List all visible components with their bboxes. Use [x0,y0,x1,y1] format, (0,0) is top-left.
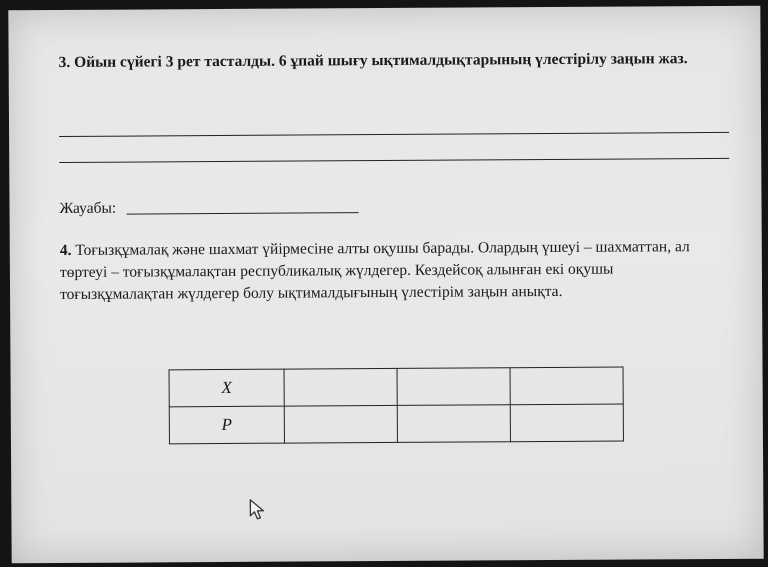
distribution-table [169,367,624,445]
answer-line-2 [59,158,729,163]
question-4-text: Тоғызқұмалақ және шахмат үйірмесіне алты оқушы барады. Олардың үшеуі – шахматтан, ал төртеуі – тоғызқұмалақтан республикалық жүлдегер. Кездейсоқ алынған екі оқушы тоғызқұмалақтан жүлдегер болу ықтималдығының үлестірім заңын анықта. [59,238,690,303]
table-cell [510,367,623,405]
mouse-pointer-icon [249,499,265,521]
table-cell [510,404,623,442]
row-label-x: X [169,369,284,407]
row-label-p: P [169,406,284,444]
table-cell [284,405,397,443]
table-row-x [169,367,623,407]
table-cell [397,405,510,443]
question-4-number: 4. [59,241,72,259]
question-3-text: 3. Ойын сүйегі 3 рет тасталды. 6 ұпай шығу ықтималдықтарының үлестірілу заңын жаз. [58,50,688,71]
answer-label: Жауабы: [59,199,117,217]
question-4 [60,236,720,306]
answer-row [59,198,358,218]
answer-line-1 [59,132,729,137]
worksheet-page [8,6,763,564]
table-cell [397,368,510,406]
table-row-p [169,404,623,444]
answer-blank-line [126,212,358,214]
table-cell [284,368,397,406]
